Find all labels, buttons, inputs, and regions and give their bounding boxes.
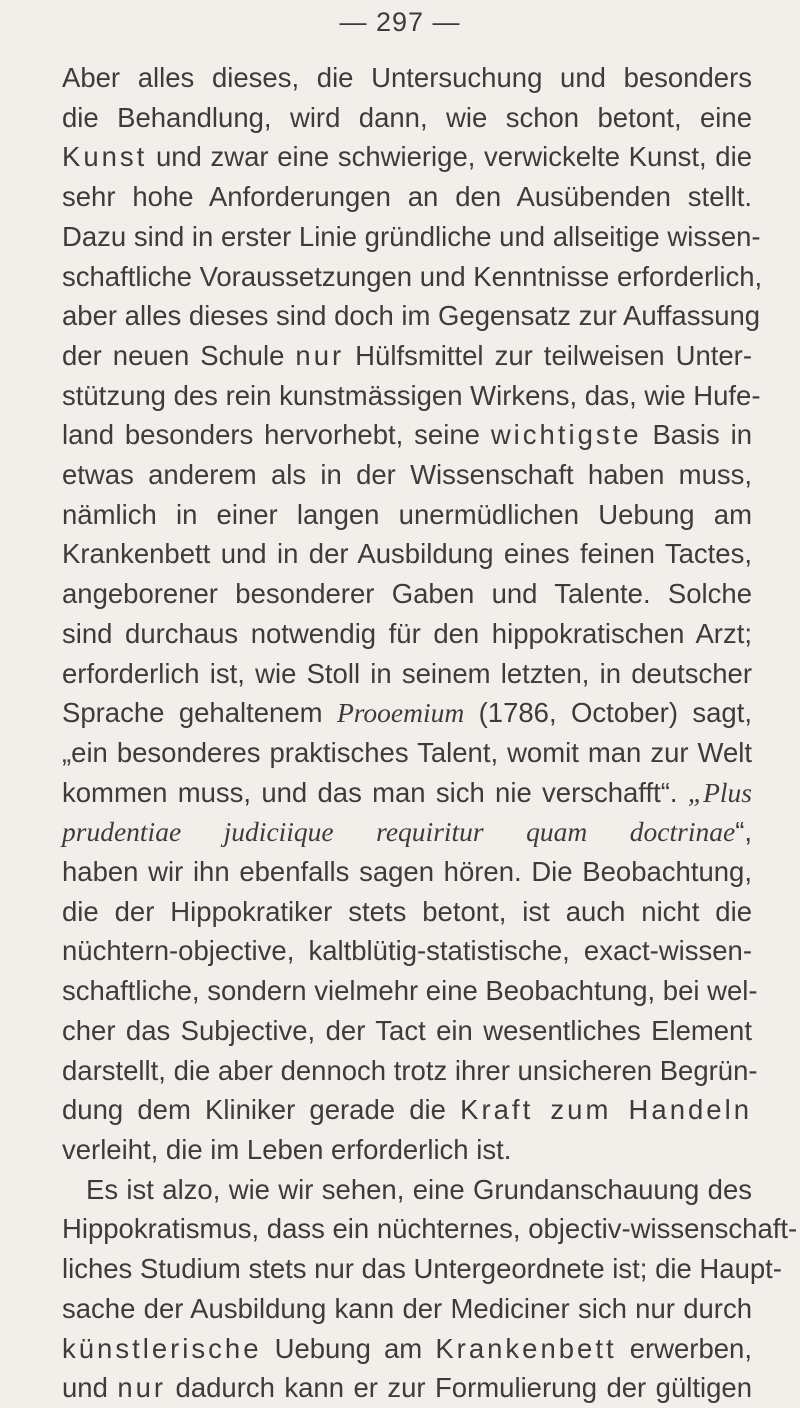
text-segment: “, [735,816,752,848]
text-line [62,892,752,932]
text-segment: kommen muss, und das man sich nie verschafft“. [62,776,688,808]
text-segment: Hülfsmittel zur teilweisen Unter- [344,339,752,371]
text-line [62,415,752,455]
text-line [62,971,758,1011]
text-segment: nämlich in einer langen unermüdlichen Uebung am [62,498,752,530]
text-segment: und zwar eine schwierige, verwickelte Kunst, die [147,141,752,173]
text-line [62,1289,752,1329]
page-number: — 297 — [339,7,461,37]
text-segment: die der Hippokratiker stets betont, ist auch nicht die [62,895,752,927]
text-line [62,1249,782,1289]
text-segment: erwerben, [616,1332,752,1364]
text-line [62,296,761,336]
text-segment: stützung des rein kunstmässigen Wirkens, das, wie Hufe- [62,379,761,411]
text-line [62,852,752,892]
text-line [62,336,752,376]
text-segment: dadurch kann er zur Formulierung der gültigen [166,1372,752,1404]
text-segment: sache der Ausbildung kann der Mediciner sich nur durch [62,1292,752,1324]
italic-latin-text: Prooemium [336,697,465,729]
text-segment: die Behandlung, wird dann, wie schon betont, eine [62,101,752,133]
text-segment: Es ist alzo, wie wir sehen, eine Grundanschauung des [86,1173,752,1205]
text-segment: schaftliche, sondern vielmehr eine Beobachtung, bei wel- [62,975,758,1007]
text-segment: land besonders hervorhebt, seine [62,419,491,451]
text-line [62,1090,752,1130]
text-line [62,495,752,535]
text-segment: der neuen Schule [62,339,296,371]
text-segment: Hippokratismus, dass ein nüchternes, objectiv-wissenschaft- [62,1213,798,1245]
text-line [62,58,752,98]
text-line [62,773,752,813]
text-line [62,376,761,416]
text-segment: sind durchaus notwendig für den hippokratischen Arzt; [62,617,752,649]
text-segment: dung dem Kliniker gerade die [62,1094,461,1126]
text-line [62,1051,758,1091]
text-line [62,534,752,574]
text-line [62,98,752,138]
text-segment: erforderlich ist, wie Stoll in seinem letzten, in deutscher [62,657,752,689]
text-line [62,137,752,177]
spaced-emphasis-text: nur [117,1372,167,1404]
text-segment: darstellt, die aber dennoch trotz ihrer unsicheren Begrün- [62,1054,758,1086]
text-segment: Krankenbett und in der Ausbildung eines feinen Tactes, [62,538,752,570]
text-segment: etwas anderem als in der Wissenschaft haben muss, [62,459,752,491]
text-line [62,931,752,971]
text-line [62,1170,752,1210]
italic-latin-text: „Plus [687,776,752,808]
text-line [62,217,761,257]
text-segment: „ein besonderes praktisches Talent, womit man zur Welt [62,736,752,768]
text-line [62,1011,752,1051]
spaced-emphasis-text: Kunst [62,141,148,173]
text-segment: liches Studium stets nur das Untergeordnete ist; die Haupt- [62,1253,782,1285]
spaced-emphasis-text: künstlerische [62,1332,262,1364]
text-segment: angeborener besonderer Gaben und Talente. Solche [62,578,752,610]
text-line [62,614,752,654]
text-segment: Uebung am [261,1332,436,1364]
spaced-emphasis-text: nur [295,339,345,371]
text-segment: und [62,1372,118,1404]
text-segment: (1786, October) sagt, [464,697,752,729]
text-line [62,574,752,614]
text-segment: Dazu sind in erster Linie gründliche und allseitige wissen- [62,220,761,252]
text-segment: schaftliche Voraussetzungen und Kenntnisse erforderlich, [62,260,763,292]
text-segment: Aber alles dieses, die Untersuchung und besonders [62,62,752,93]
text-segment: verleiht, die im Leben erforderlich ist. [62,1133,512,1165]
italic-latin-text: prudentiae judiciique requiritur quam doctrinae [62,816,736,848]
spaced-emphasis-text: wichtigste [490,419,642,451]
text-line [62,455,752,495]
text-segment: Basis in [641,419,752,451]
text-segment: sehr hohe Anforderungen an den Ausübenden stellt. [62,181,752,213]
text-line [62,1209,798,1249]
text-line [62,654,752,694]
text-segment: nüchtern-objective, kaltblütig-statistische, exact-wissen- [62,935,752,967]
text-line [62,693,752,733]
text-segment: aber alles dieses sind doch im Gegensatz zur Auffassung [62,300,761,332]
text-line [62,257,763,297]
text-line [62,177,752,217]
text-line [62,1130,752,1170]
text-segment: cher das Subjective, der Tact ein wesentliches Element [62,1014,752,1046]
text-line [62,1368,752,1408]
text-segment: Sprache gehaltenem [62,697,337,729]
body-text [62,58,798,1408]
text-line [62,733,752,773]
text-line [62,1329,752,1369]
spaced-emphasis-text: Kraft zum Handeln [460,1094,752,1126]
text-segment: haben wir ihn ebenfalls sagen hören. Die Beobachtung, [62,856,752,888]
text-line [62,812,752,852]
spaced-emphasis-text: Krankenbett [435,1332,617,1364]
